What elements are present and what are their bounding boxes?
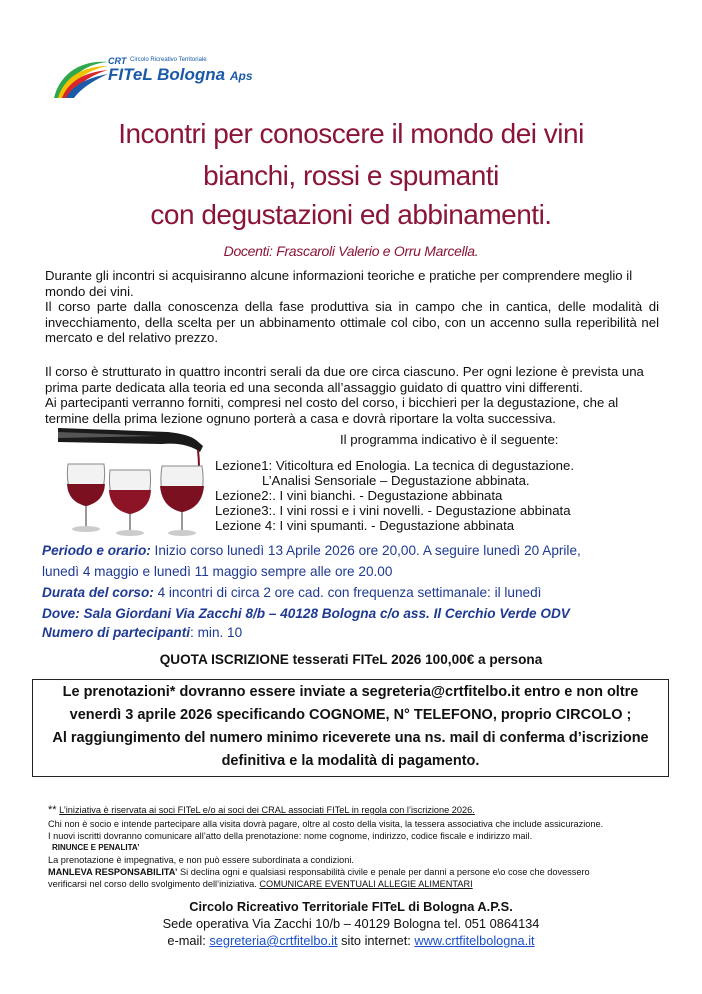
duration-value: 4 incontri di circa 2 ore cad. con frequenza settimanale: il lunedì [153, 585, 542, 600]
period-value: Inizio corso lunedì 13 Aprile 2026 ore 20,00. A seguire lunedì 20 Aprile, [150, 543, 581, 558]
footer-address: Sede operativa Via Zacchi 10/b – 40129 Bologna tel. 051 0864134 [162, 916, 540, 931]
booking-line-4: definitiva e la modalità di pagamento. [221, 753, 480, 769]
lesson-4: Lezione 4: I vini spumanti. - Degustazione abbinata [215, 518, 515, 533]
fineprint-2: Chi non è socio e intende partecipare alla visita dovrà pagare, oltre al costo della visita, la tessera associativa che include assicurazione. [48, 819, 604, 829]
footer-site-label: sito internet: [337, 933, 415, 948]
lesson-1-cont: L’Analisi Sensoriale – Degustazione abbinata. [262, 473, 530, 488]
fineprint-4: RINUNCE E PENALITA’ [52, 843, 140, 852]
participants-line [42, 625, 242, 640]
logo-suffix: Aps [229, 69, 253, 83]
fineprint-l1: L’iniziativa è riservata ai soci FITeL e/o ai soci dei CRAL associati FITeL in regola con l’iscrizione 2026. [59, 805, 475, 815]
fineprint-manleva-text: Si declina ogni e qualsiasi responsabilità civile e penale per danni a persone e\o cose che dovessero [177, 867, 590, 877]
teachers: Docenti: Frascaroli Valerio e Orru Marcella. [223, 243, 479, 259]
fineprint-allergies: COMUNICARE EVENTUALI ALLEGIE ALIMENTARI [259, 879, 473, 889]
fineprint-5: La prenotazione è impegnativa, e non può essere subordinata a condizioni. [48, 855, 354, 865]
fineprint-manleva-label: MANLEVA RESPONSABILITA’ [48, 867, 178, 877]
logo-swoosh-icon [50, 54, 110, 102]
program-intro: Il programma indicativo è il seguente: [340, 432, 559, 447]
fineprint-1 [48, 804, 475, 816]
lesson-3: Lezione3:. I vini rossi e i vini novelli. - Degustazione abbinata [215, 503, 571, 518]
logo [50, 54, 270, 104]
structure-text-a: Il corso è strutturato in quattro incontri serali da due ore circa ciascuno. Per ogni lezione è prevista una prima parte dedicata alla teoria ed una seconda all’assaggio guidato di quattro vini differenti. [45, 364, 644, 395]
booking-line-1: Le prenotazioni* dovranno essere inviate a segreteria@crtfitelbo.it entro e non oltre [62, 684, 639, 700]
fineprint-6 [48, 867, 590, 877]
fineprint-3: I nuovi iscritti dovranno comunicare all’atto della prenotazione: nome cognome, indirizzo, codice fiscale e indirizzo mail. [48, 831, 533, 841]
duration-label: Durata del corso: [42, 585, 154, 600]
booking-line-2: venerdì 3 aprile 2026 specificando COGNOME, N° TELEFONO, proprio CIRCOLO ; [69, 707, 632, 723]
wine-glasses-image [58, 428, 208, 538]
structure-paragraph [45, 364, 659, 426]
footer-email-label: e-mail: [167, 933, 210, 948]
title-line-2: bianchi, rossi e spumanti [203, 160, 499, 191]
period-label: Periodo e orario: [42, 543, 151, 558]
structure-text-b: Ai partecipanti verranno forniti, compresi nel costo del corso, i bicchieri per la degustazione, che al termine della prima lezione ognuno porterà a casa e dovrà riportare la volta successiva. [45, 395, 619, 426]
intro-text-b: Il corso parte dalla conoscenza della fase produttiva sia in campo che in cantica, delle modalità di invecchiamento, della scelta per un abbinamento ottimale col cibo, con un accenno sulla reperibilità nel mercato e del relativo prezzo. [45, 299, 659, 346]
fineprint-l7: verificarsi nel corso dello svolgimento dell’iniziativa. [48, 879, 260, 889]
period-line [42, 543, 581, 558]
fineprint-7 [48, 879, 473, 889]
period-line-2: lunedì 4 maggio e lunedì 11 maggio sempre alle ore 20.00 [42, 564, 393, 579]
logo-subtitle: Circolo Ricreativo Territoriale [130, 57, 207, 63]
duration-line [42, 585, 541, 600]
fineprint-stars: ** [48, 804, 57, 816]
footer-contacts [0, 933, 702, 948]
quota: QUOTA ISCRIZIONE tesserati FITeL 2026 100,00€ a persona [159, 652, 543, 667]
participants-value: : min. 10 [190, 625, 243, 640]
booking-line-3: Al raggiungimento del numero minimo riceverete una ns. mail di conferma d’iscrizione [52, 730, 649, 746]
footer-org: Circolo Ricreativo Territoriale FITeL di Bologna A.P.S. [189, 899, 513, 914]
logo-name-text: FITeL Bologna [108, 65, 226, 84]
lesson-1: Lezione1: Viticoltura ed Enologia. La tecnica di degustazione. [215, 458, 574, 473]
intro-text-a: Durante gli incontri si acquisiranno alcune informazioni teoriche e pratiche per comprendere meglio il mondo dei vini. [45, 268, 633, 299]
place-line: Dove: Sala Giordani Via Zacchi 8/b – 40128 Bologna c/o ass. Il Cerchio Verde ODV [42, 606, 570, 621]
footer-email-link[interactable]: segreteria@crtfitelbo.it [209, 933, 338, 948]
logo-name [108, 65, 253, 85]
participants-label: Numero di partecipanti [42, 625, 191, 640]
intro-paragraph [45, 268, 659, 346]
lesson-2: Lezione2:. I vini bianchi. - Degustazione abbinata [215, 488, 503, 503]
footer-site-link[interactable]: www.crtfitelbologna.it [414, 933, 535, 948]
title-line-1: Incontri per conoscere il mondo dei vini [118, 118, 584, 149]
title-line-3: con degustazioni ed abbinamenti. [150, 199, 552, 230]
logo-crt: CRT [108, 56, 127, 66]
